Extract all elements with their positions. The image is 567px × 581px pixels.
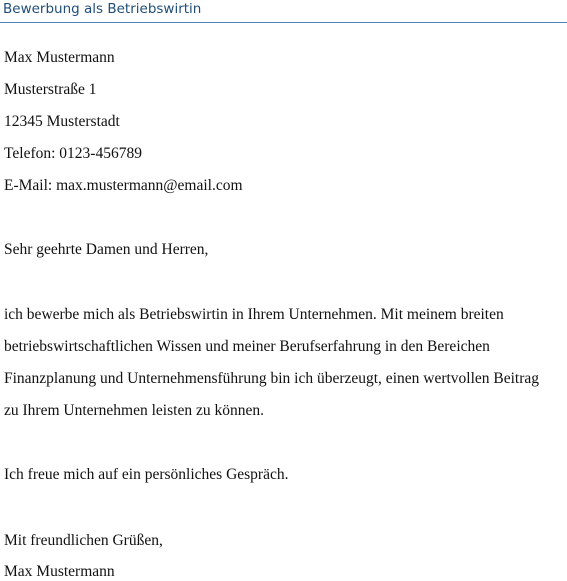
sender-street: Musterstraße 1 xyxy=(4,81,97,98)
body-line-3: Finanzplanung und Unternehmensführung bin ich überzeugt, einen wertvollen Beitrag xyxy=(4,370,540,387)
sender-email: E-Mail: max.mustermann@email.com xyxy=(4,177,243,194)
body-line-2: betriebswirtschaftlichen Wissen und meiner Berufserfahrung in den Bereichen xyxy=(4,338,490,355)
document-header xyxy=(0,0,567,23)
salutation: Sehr geehrte Damen und Herren, xyxy=(4,241,209,258)
sender-name: Max Mustermann xyxy=(4,49,115,66)
signature: Max Mustermann xyxy=(4,563,115,580)
body-line-4: zu Ihrem Unternehmen leisten zu können. xyxy=(4,402,264,419)
sender-phone: Telefon: 0123-456789 xyxy=(4,145,142,162)
body-line-1: ich bewerbe mich als Betriebswirtin in Ihrem Unternehmen. Mit meinem breiten xyxy=(4,306,504,323)
closing: Mit freundlichen Grüßen, xyxy=(4,532,163,549)
header-title: Bewerbung als Betriebswirtin xyxy=(3,1,202,17)
closing-sentence: Ich freue mich auf ein persönliches Gespräch. xyxy=(4,466,289,483)
sender-city: 12345 Musterstadt xyxy=(4,113,120,130)
